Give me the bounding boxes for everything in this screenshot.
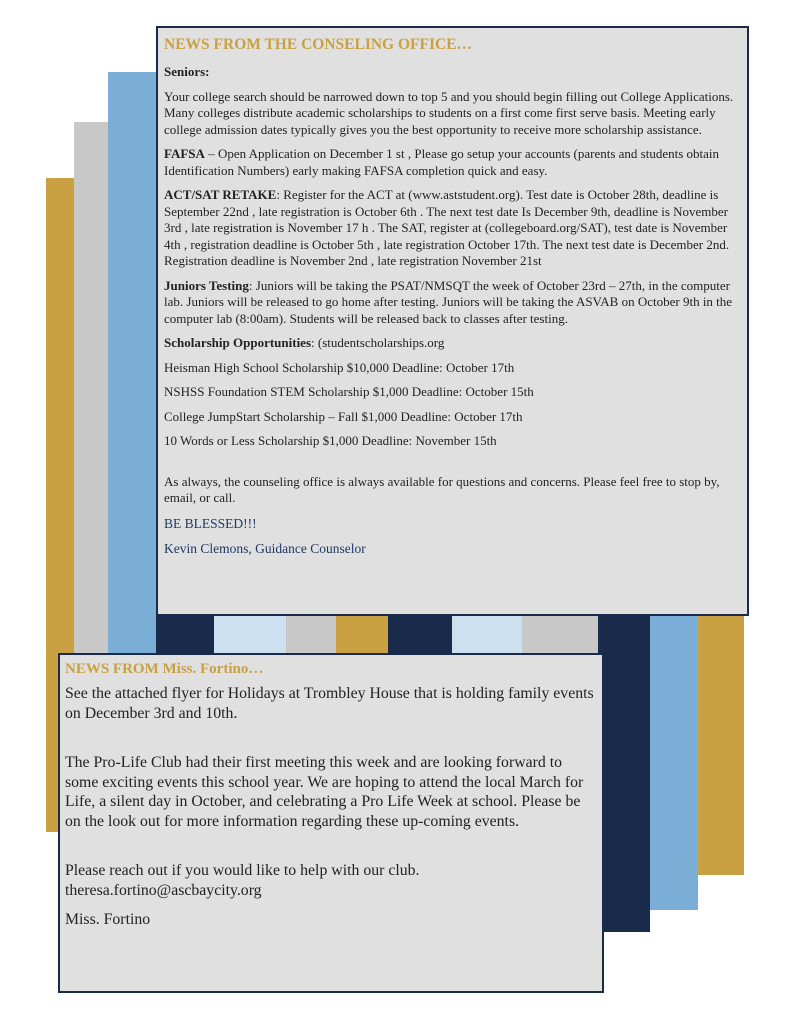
counseling-news-box [156,26,749,616]
stripe-gray-1 [286,616,336,654]
scholarship-item: 10 Words or Less Scholarship $1,000 Deadline: November 15th [164,433,497,448]
act-sat-paragraph [164,187,739,270]
fafsa-text: – Open Application on December 1 st , Please go setup your accounts (parents and students obtain Identification Numbers) early making FAFSA completion quick and easy. [164,146,720,178]
seniors-paragraph: Your college search should be narrowed down to top 5 and you should begin filling out College Applications. Many colleges distribute academic scholarships to students on a first come first serve basis. Meeting early college admission dates typically gives you the best opportunity to receive more scholarship assistance. [164,88,734,137]
fafsa-paragraph [164,146,739,179]
stripe-gold-1 [336,616,388,654]
stripe-paleblue-1 [214,616,286,654]
be-blessed: BE BLESSED!!! [164,515,257,531]
spacer [164,458,739,474]
juniors-paragraph [164,278,739,328]
spacer [65,733,594,753]
scholarship-item: Heisman High School Scholarship $10,000 Deadline: October 17th [164,359,515,375]
fortino-news-box [58,653,604,993]
scholarship-paragraph [164,335,739,352]
stripe-navy-right [598,600,650,932]
juniors-text: : Juniors will be taking the PSAT/NMSQT the week of October 23rd – 27th, in the computer lab. Juniors will be released to go home after testing. Juniors will be taking the ASVAB on October 9th in the computer lab (8:00am). Students will be released back to classes after testing. [164,277,733,326]
fafsa-label: FAFSA [164,146,205,161]
stripe-blue-right [650,610,698,910]
counseling-heading: NEWS FROM THE CONSELING OFFICE… [164,36,473,53]
trombley-paragraph: See the attached flyer for Holidays at Trombley House that is holding family events on December 3rd and 10th. [65,685,594,722]
scholarship-text: : (studentscholarships.org [311,335,445,350]
seniors-label: Seniors: [164,64,210,79]
scholarship-item: NSHSS Foundation STEM Scholarship $1,000 Deadline: October 15th [164,384,534,399]
stripe-blue-left [108,72,156,682]
scholarship-item: College JumpStart Scholarship – Fall $1,000 Deadline: October 17th [164,408,523,424]
pro-life-paragraph: The Pro-Life Club had their first meeting this week and are looking forward to some exciting events this school year. We are hoping to attend the local March for Life, a silent day in October, and celebrating a Pro Life Week at school. Please be on the look out for more information regarding these up-coming events. [65,754,584,830]
seniors-label-line [164,64,739,81]
contact-paragraph [65,861,594,900]
scholarship-label: Scholarship Opportunities [164,335,312,350]
contact-text: Please reach out if you would like to help with our club. [65,862,420,879]
act-sat-label: ACT/SAT RETAKE [164,187,277,202]
fortino-email: theresa.fortino@ascbaycity.org [65,881,262,899]
stripe-gray-left [74,122,108,682]
stripe-gold-right [698,610,744,875]
spacer [65,841,594,861]
stripe-paleblue-2 [452,616,522,654]
fortino-signature: Miss. Fortino [65,911,151,928]
stripe-gray-2 [522,616,598,654]
fortino-heading: NEWS FROM Miss. Fortino… [65,661,264,677]
juniors-label: Juniors Testing [164,277,249,293]
closing-paragraph: As always, the counseling office is always available for questions and concerns. Please feel free to stop by, email, or call. [164,473,720,505]
act-sat-text: : Register for the ACT at (www.aststudent.org). Test date is October 28th, deadline is September 22nd , late registration is October 6th . The next test date Is December 9th, deadline is November 3rd , late registration is November 17 h . The SAT, register at (collegeboard.org/SAT), test date is November 4th , registration deadline is October 5th , late registration October 17th. The next test date is December 2nd. Registration deadline is November 2nd , late registration November 21st [164,187,730,268]
counselor-signature: Kevin Clemons, Guidance Counselor [164,540,366,556]
